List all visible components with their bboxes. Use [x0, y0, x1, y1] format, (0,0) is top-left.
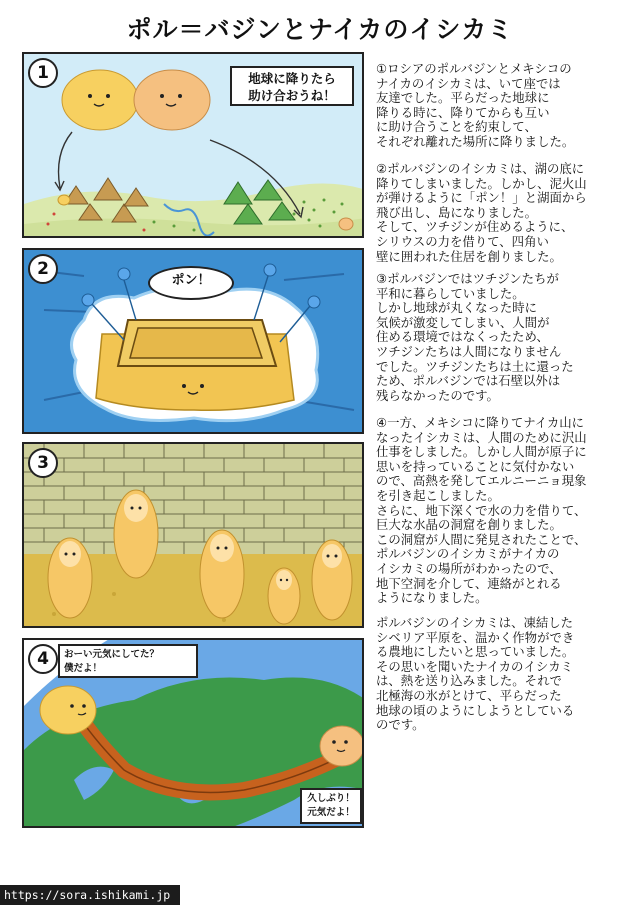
speech-bubble-panel-4-bottom: 久しぶり！ 元気だよ！ [300, 788, 362, 824]
panel-3 [22, 442, 364, 628]
paragraph-2-text: ②ポルバジンのイシカミは、湖の底に 降りてしまいました。しかし、泥火山 が弾けるように「ポン！」と湖面から 飛び出し、島になりました。 そして、ツチジンが住めるように、 シリウスの力を借りて、四角い 壁に囲われた住居を創りました。 [376, 161, 587, 264]
panel-1 [22, 52, 364, 238]
panel-2 [22, 248, 364, 434]
story-paragraph-3 [376, 272, 628, 403]
paragraph-5-text: ポルバジンのイシカミは、凍結した シベリア平原を、温かく作物ができ る農地にしたいと思っていました。 その思いを聞いたナイカのイシカミ は、熱を送り込みました。それで 北極海の氷がとけて、平らだった 地球の頃のようにしようとしている のです。 [376, 615, 575, 733]
panel-4 [22, 638, 364, 828]
panel-number-3: 3 [28, 448, 58, 478]
story-paragraph-4 [376, 416, 628, 606]
paragraph-1-text: ①ロシアのポルバジンとメキシコの ナイカのイシカミは、いて座では 友達でした。平らだった地球に 降りる時に、降りてからも互い に助け合うことを約束して、 それぞれ離れた場所に降りました。 [376, 61, 575, 149]
speech-bubble-panel-2: ポン！ [148, 266, 234, 300]
story-paragraph-5 [376, 616, 628, 733]
panel-number-2: 2 [28, 254, 58, 284]
panel-number-1: 1 [28, 58, 58, 88]
paragraph-3-text: ③ポルバジンではツチジンたちが 平和に暮らしていました。 しかし地球が丸くなった時に 気候が激変してしまい、人間が 住める環境ではなくったため、 ツチジンたちは人間になりません でした。ツチジンたちは土に還った ため、ポルバジンでは石壁以外は 残らなかったのです。 [376, 271, 574, 403]
page-title: ポル＝バジンとナイカのイシカミ [126, 15, 514, 44]
site-url[interactable]: https://sora.ishikami.jp [0, 885, 180, 905]
story-paragraph-2 [376, 162, 628, 264]
speech-bubble-panel-1: 地球に降りたら 助け合おうね！ [230, 66, 354, 106]
panel-number-4: 4 [28, 644, 58, 674]
paragraph-4-text: ④一方、メキシコに降りてナイカ山に なったイシカミは、人間のために沢山 仕事をしました。しかし人間が原子に 思いを持っていることに気付かない ので、高熱を発してエルニーニョ現象 を引き起こしました。 さらに、地下深くで水の力を借りて、 巨大な水晶の洞窟を創りました。 この洞窟が人間に発見されたことで、 ポルバジンのイシカミがナイカの イシカミの場所がわかったので、 地下空洞を介して、連絡がとれる ようになりました。 [376, 415, 587, 606]
speech-bubble-panel-4-top: おーい元気にしてた？ 僕だよ！ [58, 644, 198, 678]
story-paragraph-1 [376, 62, 628, 150]
panel-3-illustration [24, 444, 364, 628]
